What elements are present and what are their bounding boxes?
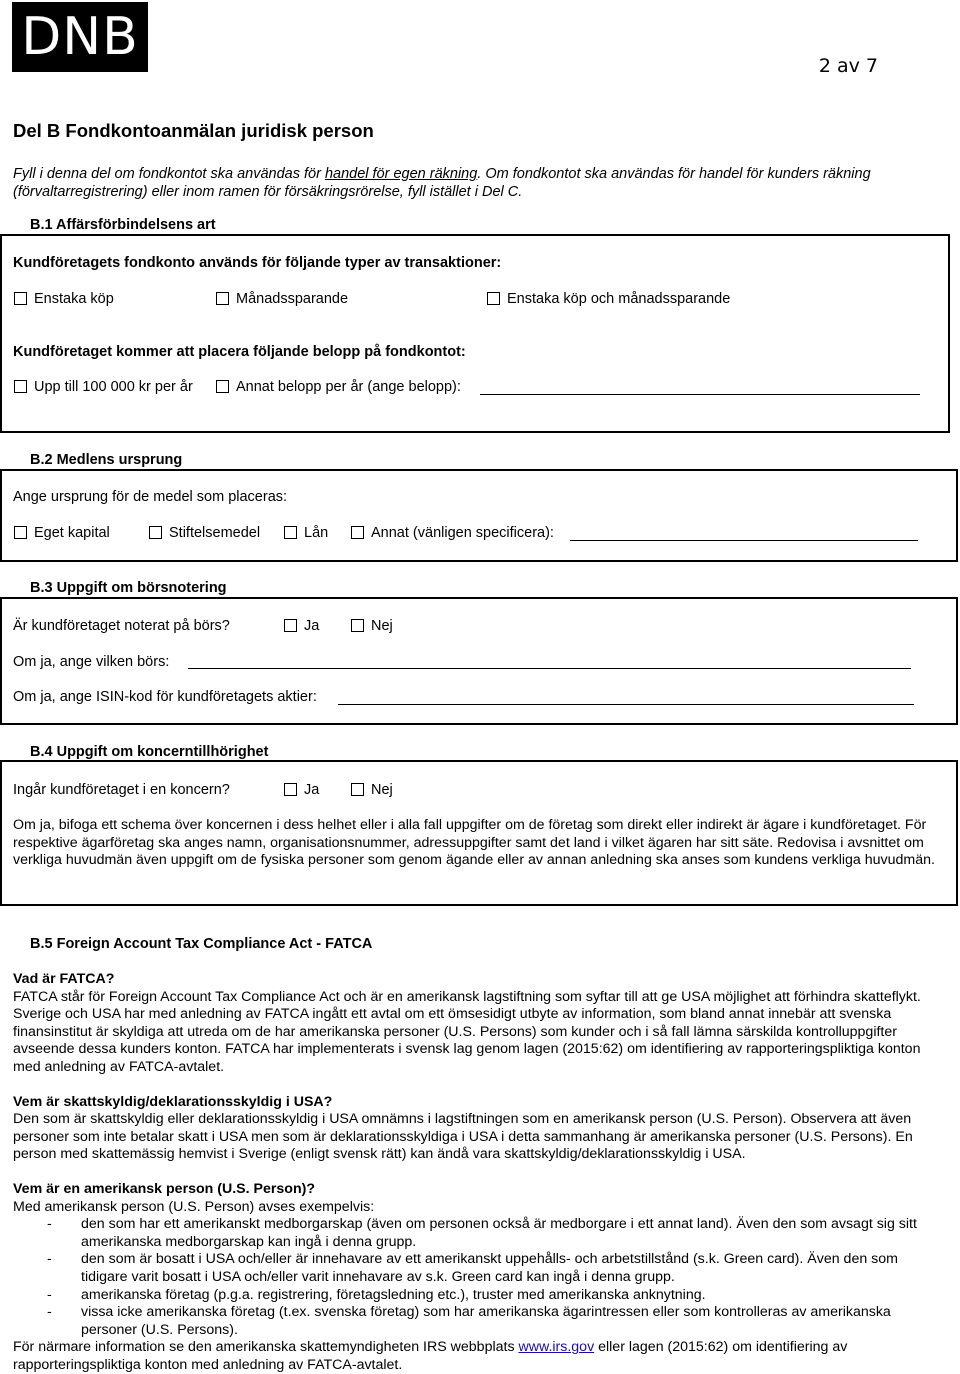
option-annat-belopp[interactable] bbox=[216, 379, 461, 395]
fatca-p3: Med amerikansk person (U.S. Person) avses exempelvis: bbox=[13, 1198, 375, 1215]
option-label: Månadssparande bbox=[236, 291, 349, 307]
b1-question-amount: Kundföretaget kommer att placera följande belopp på fondkontot: bbox=[13, 344, 466, 360]
checkbox[interactable] bbox=[149, 526, 162, 539]
annat-ursprung-field[interactable] bbox=[570, 540, 918, 541]
checkbox[interactable] bbox=[284, 619, 297, 632]
b3-question: Är kundföretaget noterat på börs? bbox=[13, 618, 230, 634]
checkbox[interactable] bbox=[351, 526, 364, 539]
fatca-q1: Vad är FATCA? bbox=[13, 971, 115, 987]
option-b3-ja[interactable] bbox=[284, 618, 319, 634]
b4-text: Om ja, bifoga ett schema över koncernen i dess helhet eller i alla fall uppgifter om de företag som direkt eller indirekt är ägare i kundföretaget. För respektive ägarföretag ska anges namn, organisationsnummer, adressuppgifter samt det land i vilket ägaren har sitt säte. Redovisa i avsnittet om verkliga huvudmän även uppgift om de fysiska personer som genom ägande eller av annan anledning ska anses som kundens verkliga huvudmän. bbox=[13, 817, 935, 869]
annat-belopp-field[interactable] bbox=[480, 394, 920, 395]
option-stiftelsemedel[interactable] bbox=[149, 525, 260, 541]
option-label: Annat belopp per år (ange belopp): bbox=[236, 379, 461, 395]
checkbox[interactable] bbox=[14, 380, 27, 393]
b3-heading: B.3 Uppgift om börsnotering bbox=[30, 580, 227, 596]
option-label: Enstaka köp bbox=[34, 291, 114, 307]
irs-link[interactable]: www.irs.gov bbox=[518, 1339, 595, 1356]
isin-field[interactable] bbox=[338, 704, 914, 705]
list-item-text: amerikanska företag (p.g.a. registrering, företagsledning etc.), truster med amerikanska anknytning. bbox=[81, 1286, 706, 1303]
checkbox[interactable] bbox=[14, 292, 27, 305]
b2-heading: B.2 Medlens ursprung bbox=[30, 452, 183, 468]
option-enstaka-kop[interactable] bbox=[14, 291, 114, 307]
option-label: Nej bbox=[371, 618, 393, 634]
option-b4-nej[interactable] bbox=[351, 782, 393, 798]
bors-field[interactable] bbox=[188, 668, 911, 669]
b2-box bbox=[0, 469, 958, 562]
option-label: Eget kapital bbox=[34, 525, 110, 541]
list-item: - amerikanska företag (p.g.a. registrering, företagsledning etc.), truster med amerikanska anknytning. bbox=[47, 1286, 706, 1303]
option-eget-kapital[interactable] bbox=[14, 525, 110, 541]
b5-heading: B.5 Foreign Account Tax Compliance Act - FATCA bbox=[30, 936, 373, 952]
checkbox[interactable] bbox=[487, 292, 500, 305]
intro-text bbox=[13, 165, 933, 201]
fatca-final-part1: För närmare information se den amerikanska skattemyndigheten IRS webbplats bbox=[13, 1339, 519, 1356]
page-number: 2 av 7 bbox=[818, 55, 878, 77]
option-label: Annat (vänligen specificera): bbox=[371, 525, 554, 541]
intro-part2: . Om fondkontot ska användas för handel för kunders räkning (förvaltarregistrering) eller inom ramen för försäkringsrörelse, fyll istället i Del C. bbox=[13, 166, 871, 200]
b1-heading: B.1 Affärsförbindelsens art bbox=[30, 217, 216, 233]
option-label: Enstaka köp och månadssparande bbox=[507, 291, 731, 307]
option-label: Ja bbox=[304, 618, 320, 634]
option-label: Upp till 100 000 kr per år bbox=[34, 379, 193, 395]
fatca-final bbox=[13, 1339, 945, 1374]
option-annat-ursprung[interactable] bbox=[351, 525, 554, 541]
b4-question: Ingår kundföretaget i en koncern? bbox=[13, 782, 230, 798]
fatca-q2: Vem är skattskyldig/deklarationsskyldig i USA? bbox=[13, 1093, 333, 1110]
b2-question: Ange ursprung för de medel som placeras: bbox=[13, 489, 288, 505]
b4-heading: B.4 Uppgift om koncerntillhörighet bbox=[30, 744, 269, 760]
isin-label: Om ja, ange ISIN-kod för kundföretagets aktier: bbox=[13, 689, 317, 705]
fatca-final-part2: eller lagen (2015:62) om identifiering av rapporteringspliktiga konton med anledning av FATCA-avtalet. bbox=[13, 1339, 848, 1373]
intro-link[interactable]: handel för egen räkning bbox=[324, 166, 478, 182]
fatca-q3: Vem är en amerikansk person (U.S. Person)? bbox=[13, 1180, 315, 1197]
b1-question-transactions: Kundföretagets fondkonto används för följande typer av transaktioner: bbox=[13, 255, 502, 271]
bors-label: Om ja, ange vilken börs: bbox=[13, 654, 170, 670]
option-label: Stiftelsemedel bbox=[169, 525, 261, 541]
option-label: Nej bbox=[371, 782, 393, 798]
checkbox[interactable] bbox=[216, 380, 229, 393]
fatca-content bbox=[13, 971, 945, 1374]
list-item: - vissa icke amerikanska företag (t.ex. svenska företag) som har amerikanska ägarintressen eller som kontrolleras av amerikanska personer (U.S. Persons). bbox=[47, 1304, 891, 1338]
list-item: - den som är bosatt i USA och/eller är innehavare av ett amerikanskt uppehålls- och arbetstillstånd (s.k. Green card). Även den som tidigare varit bosatt i USA och/eller varit innehavare av s.k. Green card kan ingå i denna grupp. bbox=[47, 1251, 898, 1285]
checkbox[interactable] bbox=[284, 526, 297, 539]
checkbox[interactable] bbox=[351, 619, 364, 632]
checkbox[interactable] bbox=[351, 783, 364, 796]
option-b3-nej[interactable] bbox=[351, 618, 393, 634]
checkbox[interactable] bbox=[14, 526, 27, 539]
option-label: Ja bbox=[304, 782, 320, 798]
dnb-logo: DNB bbox=[12, 2, 148, 72]
checkbox[interactable] bbox=[216, 292, 229, 305]
list-item: - den som har ett amerikanskt medborgarskap (även om personen också är medborgare i ett annat land). Även den som avsagt sig sitt amerikanska medborgarskap kan ingå i denna grupp. bbox=[47, 1216, 917, 1250]
option-label: Lån bbox=[304, 525, 329, 541]
option-manadssparande[interactable] bbox=[216, 291, 348, 307]
checkbox[interactable] bbox=[284, 783, 297, 796]
fatca-p2: Den som är skattskyldig eller deklarationsskyldig i USA omnämns i lagstiftningen som en amerikansk person (U.S. Person). Observera att även personer som inte betalar skatt i USA men som är deklarationsskyldiga i USA i detta sammanhang är amerikanska personer (U.S. Persons). En person med skattemässig hemvist i Sverige (enligt svensk rätt) kan ändå vara skattskyldig/deklarationsskyldig i USA. bbox=[13, 1111, 913, 1163]
fatca-p1: FATCA står för Foreign Account Tax Compliance Act och är en amerikansk lagstiftning som syftar till att ge USA möjlighet att förhindra skatteflykt. Sverige och USA har med anledning av FATCA ingått ett avtal om ett ömsesidigt utbyte av information, som bland annat innebär att svenska finansinstitut är skyldiga att utreda om de har amerikanska personer (U.S. Persons) som kunder och i så fall lämna särskilda kontrolluppgifter avseende dessa kunders konton. FATCA har implementerats i svensk lag genom lagen (2015:62) om identifiering av rapporteringspliktiga konton med anledning av FATCA-avtalet. bbox=[13, 988, 921, 1075]
option-enstaka-och-manad[interactable] bbox=[487, 291, 730, 307]
list-item-text: vissa icke amerikanska företag (t.ex. svenska företag) som har amerikanska ägarintressen eller som kontrolleras av amerikanska personer (U.S. Persons). bbox=[81, 1304, 891, 1338]
option-b4-ja[interactable] bbox=[284, 782, 319, 798]
option-lan[interactable] bbox=[284, 525, 328, 541]
intro-part1: Fyll i denna del om fondkontot ska användas för bbox=[13, 166, 325, 182]
option-upp-till-100000[interactable] bbox=[14, 379, 193, 395]
page-title: Del B Fondkontoanmälan juridisk person bbox=[13, 120, 374, 141]
list-item-text: den som har ett amerikanskt medborgarskap (även om personen också är medborgare i ett annat land). Även den som avsagt sig sitt amerikanska medborgarskap kan ingå i denna grupp. bbox=[81, 1216, 917, 1250]
list-item-text: den som är bosatt i USA och/eller är innehavare av ett amerikanskt uppehålls- och arbetstillstånd (s.k. Green card). Även den som tidigare varit bosatt i USA och/eller varit innehavare av s.k. Green card kan ingå i denna grupp. bbox=[81, 1251, 898, 1285]
